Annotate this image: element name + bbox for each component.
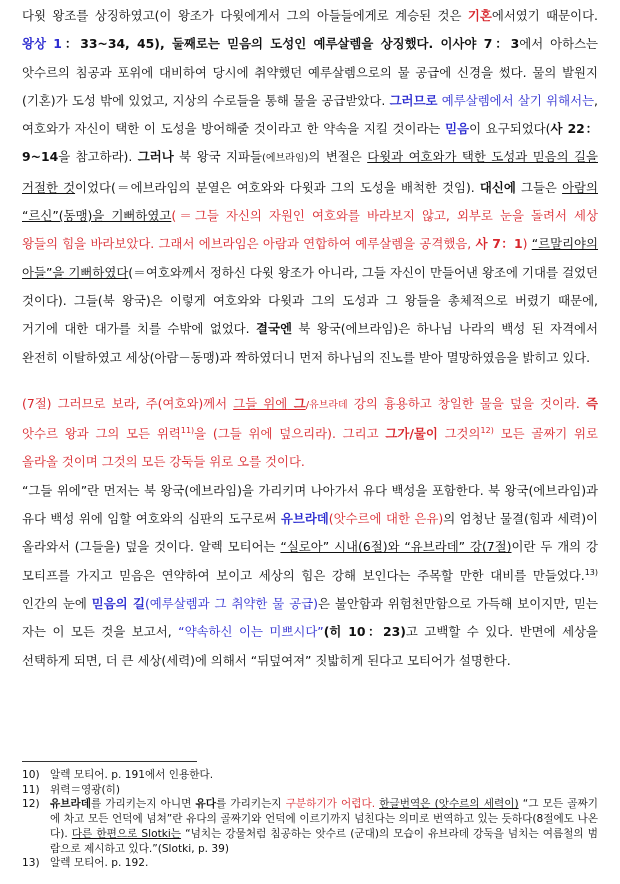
- footnote-13: [22, 856, 598, 871]
- small-note: /유브라데: [305, 399, 348, 411]
- text-run-red: (7절) 그러므로 보라, 주(여호와)께서: [22, 395, 234, 411]
- underlined-text: “실로아” 시내(6절)와 “유브라데” 강(7절): [280, 539, 512, 555]
- footnote-number: 12): [22, 798, 40, 811]
- text-run: 을 참고하라).: [58, 149, 138, 165]
- text-run: 고 고백할 수 있다. 반면에 세상을 선택하게 되면, 더 큰 세상(세력)에 의해서 “뒤덮여져” 짓밟히게 된다고 모티어가 설명한다.: [22, 624, 598, 668]
- keyword-instead: 대신에: [479, 179, 516, 195]
- footnote-text: [50, 783, 598, 798]
- footnote-number: 13): [22, 857, 40, 870]
- text-run-red: 모든 골짜기 위로 올라올 것이며 그것의 모든 강둑들 위로 오를 것이다.: [22, 426, 599, 470]
- text-run: 이었다(＝에브라임의 분열은 여호와와 다윗과 그의 도성을 배척한 것임).: [75, 179, 480, 195]
- text-run: 은 불안함과 위험천만함으로 가득해 보이지만, 믿는 자는 이 모든 것을 보고서,: [22, 595, 598, 640]
- text-run-red: 구분하기가 어렵다.: [285, 798, 376, 811]
- paragraph-gap: [22, 372, 598, 390]
- text-run-blue: “약속하신 이는 미쁘시다”: [178, 624, 324, 640]
- footnote-ref-11[interactable]: 11): [180, 426, 195, 436]
- text-run: 이란 두 개의 강 모티프를 가지고 믿음은 연약하여 보이고 세상의 힘은 강해 보인다는 주목할 만한 대비를 만들었다.: [22, 539, 598, 583]
- text-run: 에서 아하스는 앗수르의 침공과 포위에 대비하여 당시에 취약했던 예루살렘으로의 물 공급에 신경을 썼다. 물의 발원지(기혼)가 도성 밖에 있었고, 지상의 수로들을 통해 물을 공급받았다.: [22, 36, 599, 108]
- keyword-judah: 유다: [195, 798, 216, 811]
- keyword-euphrates: 유브라데: [50, 798, 91, 811]
- footnote-text: [50, 797, 598, 856]
- footnote-divider: [22, 761, 197, 762]
- text-run-red: 그것의: [437, 426, 481, 442]
- footnote-ref-12[interactable]: 12): [480, 426, 494, 436]
- underlined-text: 한글번역은 (앗수르의 세력이): [379, 798, 519, 811]
- underlined-text: 그들 위에: [233, 395, 288, 411]
- text-run: 그들은: [515, 179, 563, 195]
- body-paragraph-1: [22, 2, 598, 372]
- text-run: 위력＝영광(히): [50, 783, 121, 796]
- small-note: (에브라임): [261, 153, 309, 165]
- text-run: 를 가리키는지: [215, 798, 286, 811]
- keyword-faith: 믿음: [445, 121, 470, 137]
- footnote-text: [50, 768, 598, 783]
- text-run: 를 가리키는지 아니면: [90, 798, 196, 811]
- keyword-euphrates: 유브라데: [280, 511, 329, 527]
- footnote-12: [22, 797, 598, 856]
- text-run: (＝여호와께서 정하신 다윗 왕조가 아니라, 그들 자신이 만들어낸 왕조에 기대를 걸었던 것이다). 그들(북 왕국)은 이렇게 여호와와 다윗과 그의 도성과 그 왕들을 총체적으로 버렸기 때문에, 거기에 대한 대가를 치를 수밖에 없었다.: [22, 264, 598, 337]
- keyword-therefore: 그러므로: [389, 92, 438, 108]
- text-run-blue: 예루살렘에서 살기 위해서는: [437, 92, 595, 108]
- keyword-he-water: 그가/물이: [385, 426, 438, 442]
- text-run: 북 왕국(에브라임)은 하나님 나라의 백성 된 자격에서 완전히 이탈하였고 세상(아람－동맹)과 짝하였더니 먼저 하나님의 진노를 받아 멸망하였음을 밝히고 있다.: [22, 321, 598, 365]
- text-run: , 여호와가 자신이 택한 이 도성을 방어해줄 것이라고 한 약속을 지킬 것이라는: [22, 92, 598, 137]
- footnotes: [22, 768, 598, 871]
- underlined-text: 다윗과 여호와가 택한 도성과 믿음의 길을 거절한 것: [22, 149, 598, 195]
- scripture-ref: 사 7：1: [475, 236, 523, 252]
- text-run: “넘치는 강물처럼 침공하는 앗수르 (군대)의 모습이 유브라데 강둑을 넘치는 여름철의 범람으로 제시하고 있다.”(Slotki, p. 39): [50, 827, 598, 855]
- footnote-ref-13[interactable]: 13): [584, 567, 598, 577]
- keyword-way-of-faith: 믿음의 길: [91, 595, 145, 611]
- footnote-number: 10): [22, 769, 40, 781]
- text-run: 알렉 모티어. p. 191에서 인용한다.: [50, 769, 214, 781]
- underlined-text: 아람의 “르신”(동맹)을 기뻐하였고: [22, 179, 598, 224]
- keyword-namely: 즉: [586, 395, 598, 411]
- text-run: 알렉 모티어. p. 192.: [50, 857, 149, 870]
- underlined-text: 그: [287, 395, 306, 411]
- underlined-text: “르말리야의 아들”을 기뻐하였다: [22, 236, 598, 280]
- text-run-red: 을 (그들 위에 덮으리라). 그리고: [194, 426, 386, 442]
- text-run-red: (＝그들 자신의 자원인 여호와를 바라보지 않고, 외부로 눈을 돌려서 세상 왕들의 힘을 바라보았다. 그래서 에브라임은 아람과 연합하여 예루살렘을 공격했음,: [22, 208, 598, 252]
- highlight-gihon: 기혼: [467, 8, 492, 23]
- keyword-finally: 결국엔: [256, 321, 292, 337]
- text-run-red: 앗수르 왕과 그의 모든 위력: [22, 426, 181, 442]
- text-run: 인간의 눈에: [22, 595, 92, 611]
- body-paragraph-3: [22, 477, 598, 675]
- text-run: 북 왕국 지파들: [173, 149, 262, 165]
- scripture-ref: 사 22：9~14: [22, 121, 598, 165]
- text-run-red: 강의 흉용하고 창일한 물을 덮을 것이라.: [347, 395, 586, 411]
- scripture-ref: 7：3: [483, 36, 520, 52]
- footnote-text: [50, 856, 598, 871]
- scripture-ref: 왕상 1: [22, 36, 62, 52]
- text-run-red: ): [522, 236, 532, 252]
- footnote-11: [22, 783, 598, 798]
- text-run-blue: (예루살렘과 그 취약한 물 공급): [144, 595, 318, 611]
- text-run: 의 엄청난 물결(힘과 세력)이 올라와서 (그들을) 덮을 것이다. 알렉 모티어는: [22, 511, 598, 555]
- footnote-number: 11): [22, 783, 40, 796]
- text-run: 다윗 왕조를 상징하였고(이 왕조가 다윗에게서 그의 아들들에게로 계승된 것은: [22, 8, 468, 23]
- text-run: 에서였기 때문이다.: [491, 8, 598, 23]
- text-run: 의 변절은: [308, 149, 368, 165]
- verse-7-paragraph: [22, 390, 598, 477]
- text-run: 이 요구되었다(: [469, 121, 551, 137]
- document-page: [22, 2, 598, 675]
- underlined-text: 다른 한편으로 Slotki는: [71, 827, 182, 840]
- footnote-10: [22, 768, 598, 783]
- scripture-ref: (히 10：23): [323, 624, 406, 640]
- text-run: ：33~34, 45), 둘째로는 믿음의 도성인 예루살렘을 상징했다. 이사야: [61, 36, 484, 52]
- text-run: “그 모든 골짜기에 차고 모든 언덕에 넘쳐”란 유다의 골짜기와 언덕에 이르기까지 넘친다는 의미로 번역하고 있는 듯하다(8절에도 나온다).: [50, 798, 598, 840]
- text-run: “그들 위에”란 먼저는 북 왕국(에브라임)을 가리키며 나아가서 유다 백성을 포함한다. 북 왕국(에브라임)과 유다 백성 위에 임할 여호와의 심판의 도구로써: [22, 482, 598, 527]
- text-run-red: (앗수르에 대한 은유): [328, 511, 444, 527]
- keyword-however: 그러나: [137, 149, 174, 165]
